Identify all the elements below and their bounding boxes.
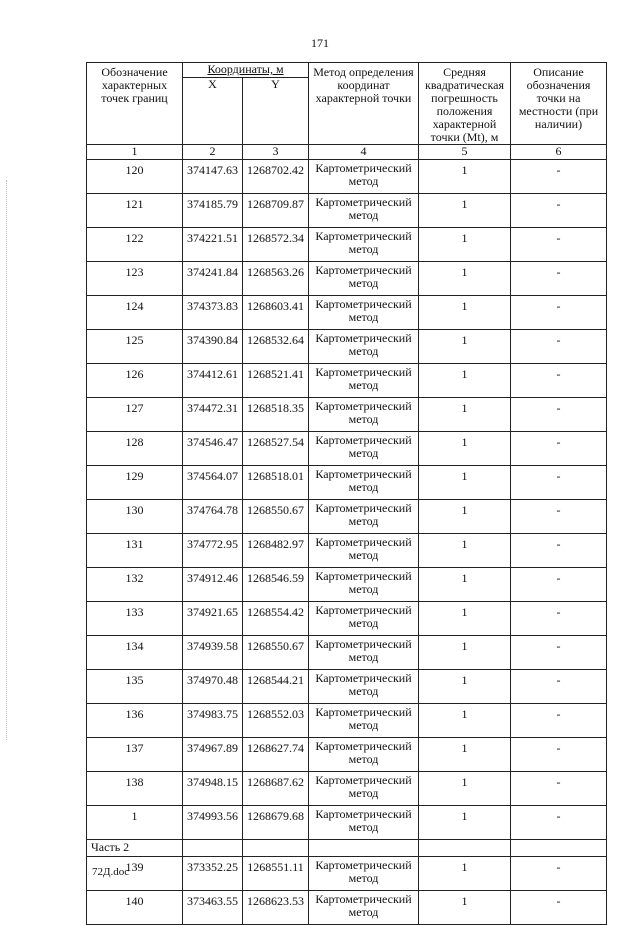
- accuracy-cell: 1: [419, 568, 511, 602]
- description-cell: -: [511, 602, 607, 636]
- method-cell: Картометрический метод: [309, 738, 419, 772]
- x-coordinate-cell: 374373.83: [183, 296, 243, 330]
- point-cell: 133: [87, 602, 183, 636]
- accuracy-cell: 1: [419, 228, 511, 262]
- x-coordinate-cell: 374993.56: [183, 806, 243, 840]
- method-cell: Картометрический метод: [309, 704, 419, 738]
- accuracy-cell: 1: [419, 160, 511, 194]
- x-coordinate-cell: 374967.89: [183, 738, 243, 772]
- table-row: [87, 891, 607, 925]
- x-coordinate-cell: 374147.63: [183, 160, 243, 194]
- empty-cell: [243, 840, 309, 857]
- x-coordinate-cell: 374564.07: [183, 466, 243, 500]
- table-row: [87, 534, 607, 568]
- y-coordinate-cell: 1268563.26: [243, 262, 309, 296]
- page-number: 171: [311, 36, 329, 50]
- method-cell: Картометрический метод: [309, 262, 419, 296]
- description-cell: -: [511, 772, 607, 806]
- x-coordinate-cell: 374912.46: [183, 568, 243, 602]
- x-coordinate-cell: 374764.78: [183, 500, 243, 534]
- x-coordinate-cell: 374221.51: [183, 228, 243, 262]
- table-row: [87, 738, 607, 772]
- empty-cell: [511, 840, 607, 857]
- method-cell: Картометрический метод: [309, 670, 419, 704]
- point-cell: 128: [87, 432, 183, 466]
- empty-cell: [309, 840, 419, 857]
- description-cell: -: [511, 670, 607, 704]
- point-cell: 137: [87, 738, 183, 772]
- table-row: [87, 330, 607, 364]
- x-coordinate-cell: 374412.61: [183, 364, 243, 398]
- x-coordinate-cell: 373352.25: [183, 857, 243, 891]
- y-coordinate-cell: 1268544.21: [243, 670, 309, 704]
- description-cell: -: [511, 330, 607, 364]
- table-row: [87, 636, 607, 670]
- point-cell: 1: [87, 806, 183, 840]
- point-cell: 126: [87, 364, 183, 398]
- point-cell: 140: [87, 891, 183, 925]
- accuracy-cell: 1: [419, 670, 511, 704]
- method-cell: Картометрический метод: [309, 398, 419, 432]
- accuracy-cell: 1: [419, 432, 511, 466]
- column-number: 5: [419, 145, 511, 160]
- header-y: Y: [243, 78, 309, 145]
- accuracy-cell: 1: [419, 704, 511, 738]
- y-coordinate-cell: 1268554.42: [243, 602, 309, 636]
- x-coordinate-cell: 374772.95: [183, 534, 243, 568]
- y-coordinate-cell: 1268546.59: [243, 568, 309, 602]
- y-coordinate-cell: 1268572.34: [243, 228, 309, 262]
- description-cell: -: [511, 194, 607, 228]
- point-cell: 138: [87, 772, 183, 806]
- column-number: 4: [309, 145, 419, 160]
- accuracy-cell: 1: [419, 262, 511, 296]
- x-coordinate-cell: 374390.84: [183, 330, 243, 364]
- y-coordinate-cell: 1268623.53: [243, 891, 309, 925]
- method-cell: Картометрический метод: [309, 330, 419, 364]
- y-coordinate-cell: 1268603.41: [243, 296, 309, 330]
- table-row: [87, 194, 607, 228]
- header-accuracy: Средняя квадратическая погрешность положения характерной точки (Mt), м: [419, 63, 511, 145]
- table-row: [87, 296, 607, 330]
- point-cell: 132: [87, 568, 183, 602]
- accuracy-cell: 1: [419, 364, 511, 398]
- method-cell: Картометрический метод: [309, 364, 419, 398]
- description-cell: -: [511, 160, 607, 194]
- x-coordinate-cell: 374970.48: [183, 670, 243, 704]
- y-coordinate-cell: 1268532.64: [243, 330, 309, 364]
- y-coordinate-cell: 1268550.67: [243, 500, 309, 534]
- description-cell: -: [511, 398, 607, 432]
- table-row: [87, 262, 607, 296]
- table-row: [87, 857, 607, 891]
- description-cell: -: [511, 568, 607, 602]
- y-coordinate-cell: 1268518.01: [243, 466, 309, 500]
- point-cell: 125: [87, 330, 183, 364]
- accuracy-cell: 1: [419, 891, 511, 925]
- accuracy-cell: 1: [419, 602, 511, 636]
- point-cell: 127: [87, 398, 183, 432]
- method-cell: Картометрический метод: [309, 194, 419, 228]
- point-cell: 122: [87, 228, 183, 262]
- y-coordinate-cell: 1268521.41: [243, 364, 309, 398]
- method-cell: Картометрический метод: [309, 432, 419, 466]
- description-cell: -: [511, 857, 607, 891]
- x-coordinate-cell: 374185.79: [183, 194, 243, 228]
- y-coordinate-cell: 1268552.03: [243, 704, 309, 738]
- table-row: [87, 568, 607, 602]
- x-coordinate-cell: 374948.15: [183, 772, 243, 806]
- method-cell: Картометрический метод: [309, 891, 419, 925]
- header-designation: Обозначение характерных точек границ: [87, 63, 183, 145]
- accuracy-cell: 1: [419, 500, 511, 534]
- table-row: [87, 704, 607, 738]
- accuracy-cell: 1: [419, 466, 511, 500]
- accuracy-cell: 1: [419, 636, 511, 670]
- y-coordinate-cell: 1268709.87: [243, 194, 309, 228]
- table-row: [87, 432, 607, 466]
- method-cell: Картометрический метод: [309, 636, 419, 670]
- y-coordinate-cell: 1268679.68: [243, 806, 309, 840]
- x-coordinate-cell: 374921.65: [183, 602, 243, 636]
- y-coordinate-cell: 1268702.42: [243, 160, 309, 194]
- table-body: [87, 160, 607, 925]
- point-cell: 121: [87, 194, 183, 228]
- coordinates-table: [86, 62, 607, 925]
- accuracy-cell: 1: [419, 806, 511, 840]
- column-number: 2: [183, 145, 243, 160]
- description-cell: -: [511, 262, 607, 296]
- x-coordinate-cell: 374241.84: [183, 262, 243, 296]
- point-cell: 131: [87, 534, 183, 568]
- accuracy-cell: 1: [419, 772, 511, 806]
- table-row: [87, 364, 607, 398]
- method-cell: Картометрический метод: [309, 568, 419, 602]
- table-row: [87, 160, 607, 194]
- method-cell: Картометрический метод: [309, 534, 419, 568]
- description-cell: -: [511, 466, 607, 500]
- point-cell: 136: [87, 704, 183, 738]
- y-coordinate-cell: 1268550.67: [243, 636, 309, 670]
- header-coordinates: Координаты, м: [183, 63, 309, 78]
- y-coordinate-cell: 1268482.97: [243, 534, 309, 568]
- table-row: [87, 228, 607, 262]
- x-coordinate-cell: 374939.58: [183, 636, 243, 670]
- x-coordinate-cell: 374983.75: [183, 704, 243, 738]
- empty-cell: [419, 840, 511, 857]
- method-cell: Картометрический метод: [309, 160, 419, 194]
- description-cell: -: [511, 296, 607, 330]
- accuracy-cell: 1: [419, 330, 511, 364]
- description-cell: -: [511, 534, 607, 568]
- column-number: 1: [87, 145, 183, 160]
- method-cell: Картометрический метод: [309, 228, 419, 262]
- y-coordinate-cell: 1268627.74: [243, 738, 309, 772]
- point-cell: 120: [87, 160, 183, 194]
- column-number: 6: [511, 145, 607, 160]
- method-cell: Картометрический метод: [309, 466, 419, 500]
- footer-file-name: 72Д.doc: [92, 866, 130, 878]
- description-cell: -: [511, 704, 607, 738]
- point-cell: 134: [87, 636, 183, 670]
- y-coordinate-cell: 1268687.62: [243, 772, 309, 806]
- method-cell: Картометрический метод: [309, 500, 419, 534]
- part-2-row: [87, 840, 607, 857]
- description-cell: -: [511, 738, 607, 772]
- description-cell: -: [511, 891, 607, 925]
- accuracy-cell: 1: [419, 738, 511, 772]
- accuracy-cell: 1: [419, 857, 511, 891]
- point-cell: 129: [87, 466, 183, 500]
- description-cell: -: [511, 500, 607, 534]
- description-cell: -: [511, 806, 607, 840]
- description-cell: -: [511, 636, 607, 670]
- accuracy-cell: 1: [419, 534, 511, 568]
- y-coordinate-cell: 1268527.54: [243, 432, 309, 466]
- description-cell: -: [511, 228, 607, 262]
- point-cell: 135: [87, 670, 183, 704]
- method-cell: Картометрический метод: [309, 602, 419, 636]
- accuracy-cell: 1: [419, 398, 511, 432]
- table-row: [87, 602, 607, 636]
- table-row: [87, 670, 607, 704]
- x-coordinate-cell: 374472.31: [183, 398, 243, 432]
- column-number: 3: [243, 145, 309, 160]
- description-cell: -: [511, 364, 607, 398]
- header-x: X: [183, 78, 243, 145]
- method-cell: Картометрический метод: [309, 857, 419, 891]
- method-cell: Картометрический метод: [309, 806, 419, 840]
- table-row: [87, 772, 607, 806]
- accuracy-cell: 1: [419, 194, 511, 228]
- y-coordinate-cell: 1268551.11: [243, 857, 309, 891]
- point-cell: 123: [87, 262, 183, 296]
- x-coordinate-cell: 373463.55: [183, 891, 243, 925]
- header-description: Описание обозначения точки на местности (при наличии): [511, 63, 607, 145]
- part-2-label: Часть 2: [87, 840, 183, 857]
- x-coordinate-cell: 374546.47: [183, 432, 243, 466]
- method-cell: Картометрический метод: [309, 772, 419, 806]
- table-row: [87, 806, 607, 840]
- header-method: Метод определения координат характерной точки: [309, 63, 419, 145]
- accuracy-cell: 1: [419, 296, 511, 330]
- table-row: [87, 466, 607, 500]
- description-cell: -: [511, 432, 607, 466]
- table-row: [87, 398, 607, 432]
- y-coordinate-cell: 1268518.35: [243, 398, 309, 432]
- point-cell: 124: [87, 296, 183, 330]
- empty-cell: [183, 840, 243, 857]
- column-numbers-row: [87, 145, 607, 160]
- table-row: [87, 500, 607, 534]
- scan-edge-mark: [6, 180, 8, 740]
- method-cell: Картометрический метод: [309, 296, 419, 330]
- point-cell: 139: [87, 857, 183, 891]
- point-cell: 130: [87, 500, 183, 534]
